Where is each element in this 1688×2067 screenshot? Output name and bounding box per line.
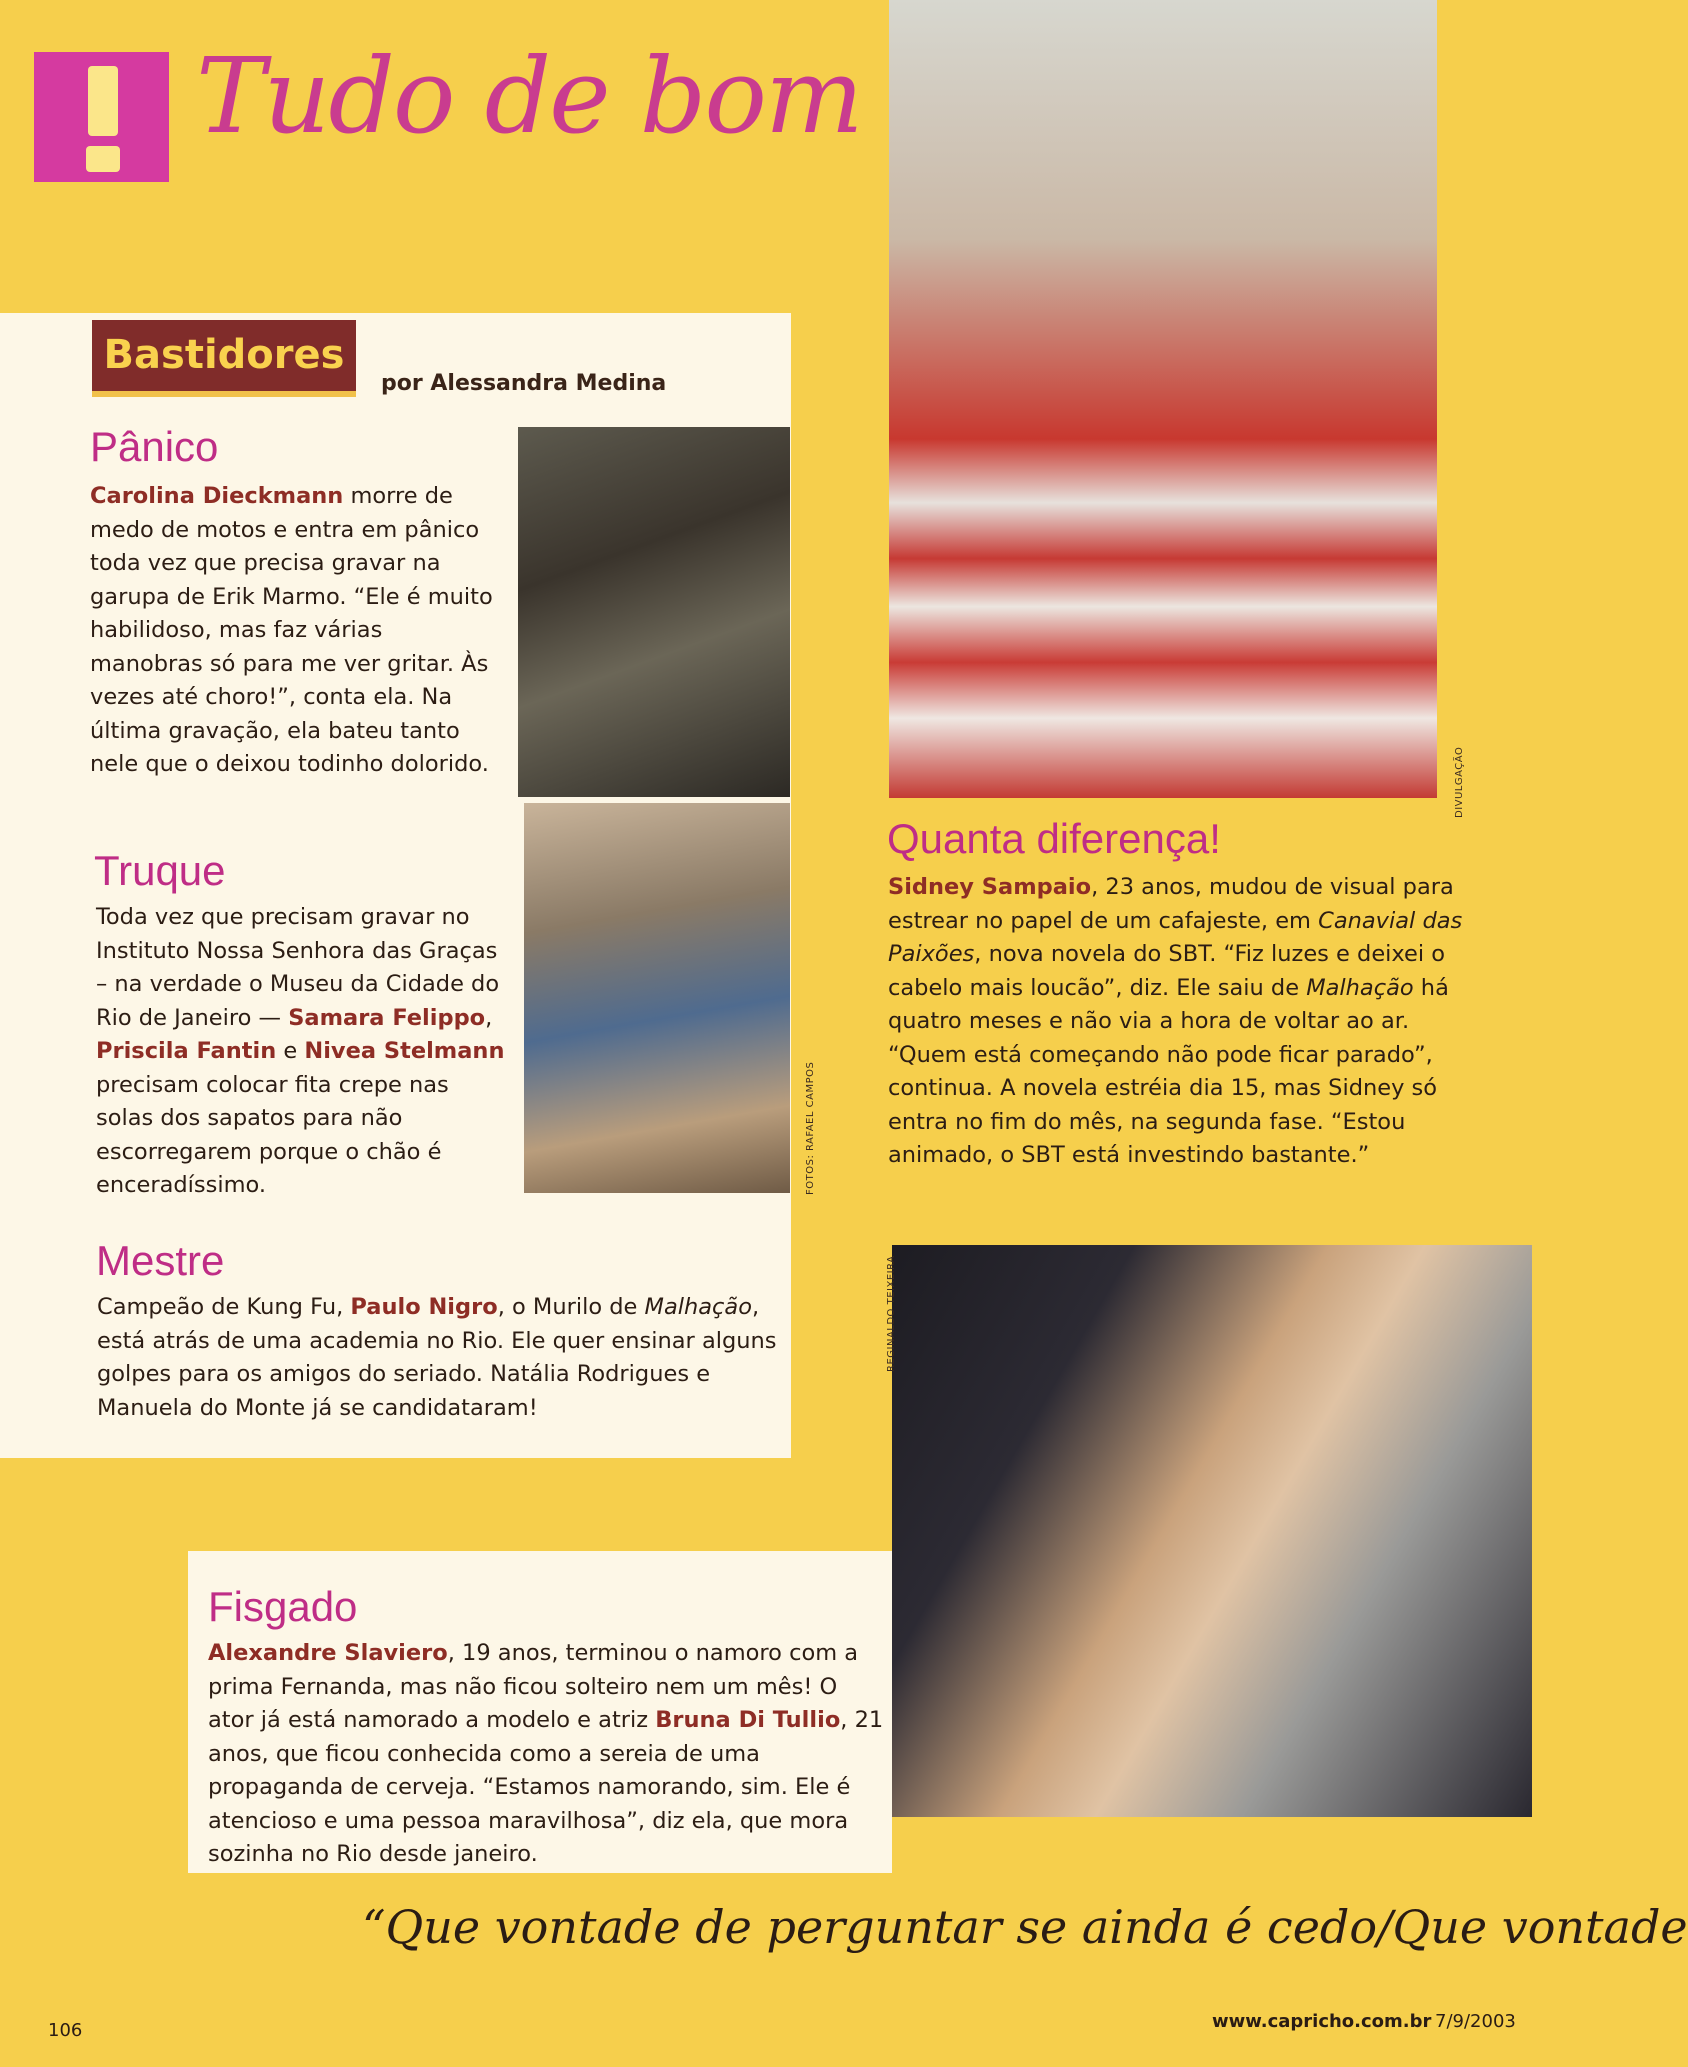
page-title: Tudo de bom [196,35,862,157]
fisgado-heading: Fisgado [208,1583,358,1630]
text-run: há quatro meses e não via a hora de voltar ao ar. “Quem está começando não pode ficar parado”, continua. A novela estréia dia 15, mas Sidney só entra no fim do mês, na segunda fase. “Estou animado, o SBT está investindo bastante.” [888,974,1449,1168]
photo-credit: FOTOS: RAFAEL CAMPOS [805,1061,816,1195]
photo-sidney-sampaio [889,0,1437,798]
site-url: www.capricho.com.br [1212,2011,1432,2032]
person-name: Bruna Di Tullio [655,1707,841,1733]
text-run: Campeão de Kung Fu, [97,1294,351,1320]
truque-text [96,901,511,1203]
section-tag: Bastidores [92,320,356,397]
page-number: 106 [48,2020,83,2041]
person-name: Samara Felippo [288,1004,486,1031]
text-run: precisam colocar fita crepe nas solas dos sapatos para não escorregarem porque o chão é enceradíssimo. [96,1071,449,1198]
italic-run: Canavial das Paixões [888,907,1463,967]
person-name: Paulo Nigro [350,1294,498,1320]
text-run: , nova novela do SBT. “Fiz luzes e deixei o cabelo mais loucão”, diz. Ele saiu de [888,941,1446,1001]
text-run: Toda vez que precisam gravar no Instituto Nossa Senhora das Graças – na verdade o Museu da Cidade do Rio de Janeiro — [96,904,500,1031]
text-run: e [276,1038,305,1064]
person-name: Priscila Fantin [96,1038,277,1064]
photo-motorcycle [518,427,790,797]
photo-credit: REGINALDO TEIXEIRA [886,1255,897,1372]
truque-heading: Truque [94,847,226,894]
text-run: , 21 anos, que ficou conhecida como a sereia de uma propaganda de cerveja. “Estamos namorando, sim. Ele é atencioso e uma pessoa maravilhosa”, diz ela, que mora sozinha no Rio desde janeiro. [208,1707,884,1867]
photo-couple-kissing [892,1245,1532,1817]
text-run: , 23 anos, mudou de visual para estrear no papel de um cafajeste, em [888,874,1454,934]
text-run: , 19 anos, terminou o namoro com a prima Fernanda, mas não ficou solteiro nem um mês! O ator já está namorado a modelo e atriz [208,1640,859,1733]
quanta-text [888,871,1468,1173]
song-quote: “Que vontade de perguntar se ainda é cedo/Que vontade [362,1900,1688,1954]
text-run: , o Murilo de [497,1294,645,1320]
italic-run: Malhação [644,1294,752,1320]
mestre-heading: Mestre [96,1237,225,1284]
quanta-heading: Quanta diferença! [887,815,1221,862]
text-run: , [485,1004,493,1031]
photo-set-backstage [524,803,790,1193]
photo-credit: DIVULGAÇÃO [1454,746,1465,818]
person-name: Alexandre Slaviero [208,1640,448,1666]
byline: por Alessandra Medina [381,371,667,396]
panico-heading: Pânico [90,423,219,470]
person-name: Nivea Stelmann [304,1038,505,1064]
issue-date: 7/9/2003 [1435,2011,1516,2032]
text-run: morre de medo de motos e entra em pânico toda vez que precisa gravar na garupa de Erik Marmo. “Ele é muito habilidoso, mas faz várias manobras só para me ver gritar. Às vezes até choro!”, conta ela. Na última gravação, ela bateu tanto nele que o deixou todinho dolorido. [90,483,493,777]
text-run: , está atrás de uma academia no Rio. Ele quer ensinar alguns golpes para os amigos do seriado. Natália Rodrigues e Manuela do Monte já se candidataram! [97,1294,777,1421]
exclamation-icon [34,52,169,182]
person-name: Carolina Dieckmann [90,483,344,509]
italic-run: Malhação [1306,974,1414,1001]
fisgado-text [208,1637,888,1872]
mestre-text [97,1291,787,1425]
panico-text [90,480,502,782]
person-name: Sidney Sampaio [888,874,1092,900]
